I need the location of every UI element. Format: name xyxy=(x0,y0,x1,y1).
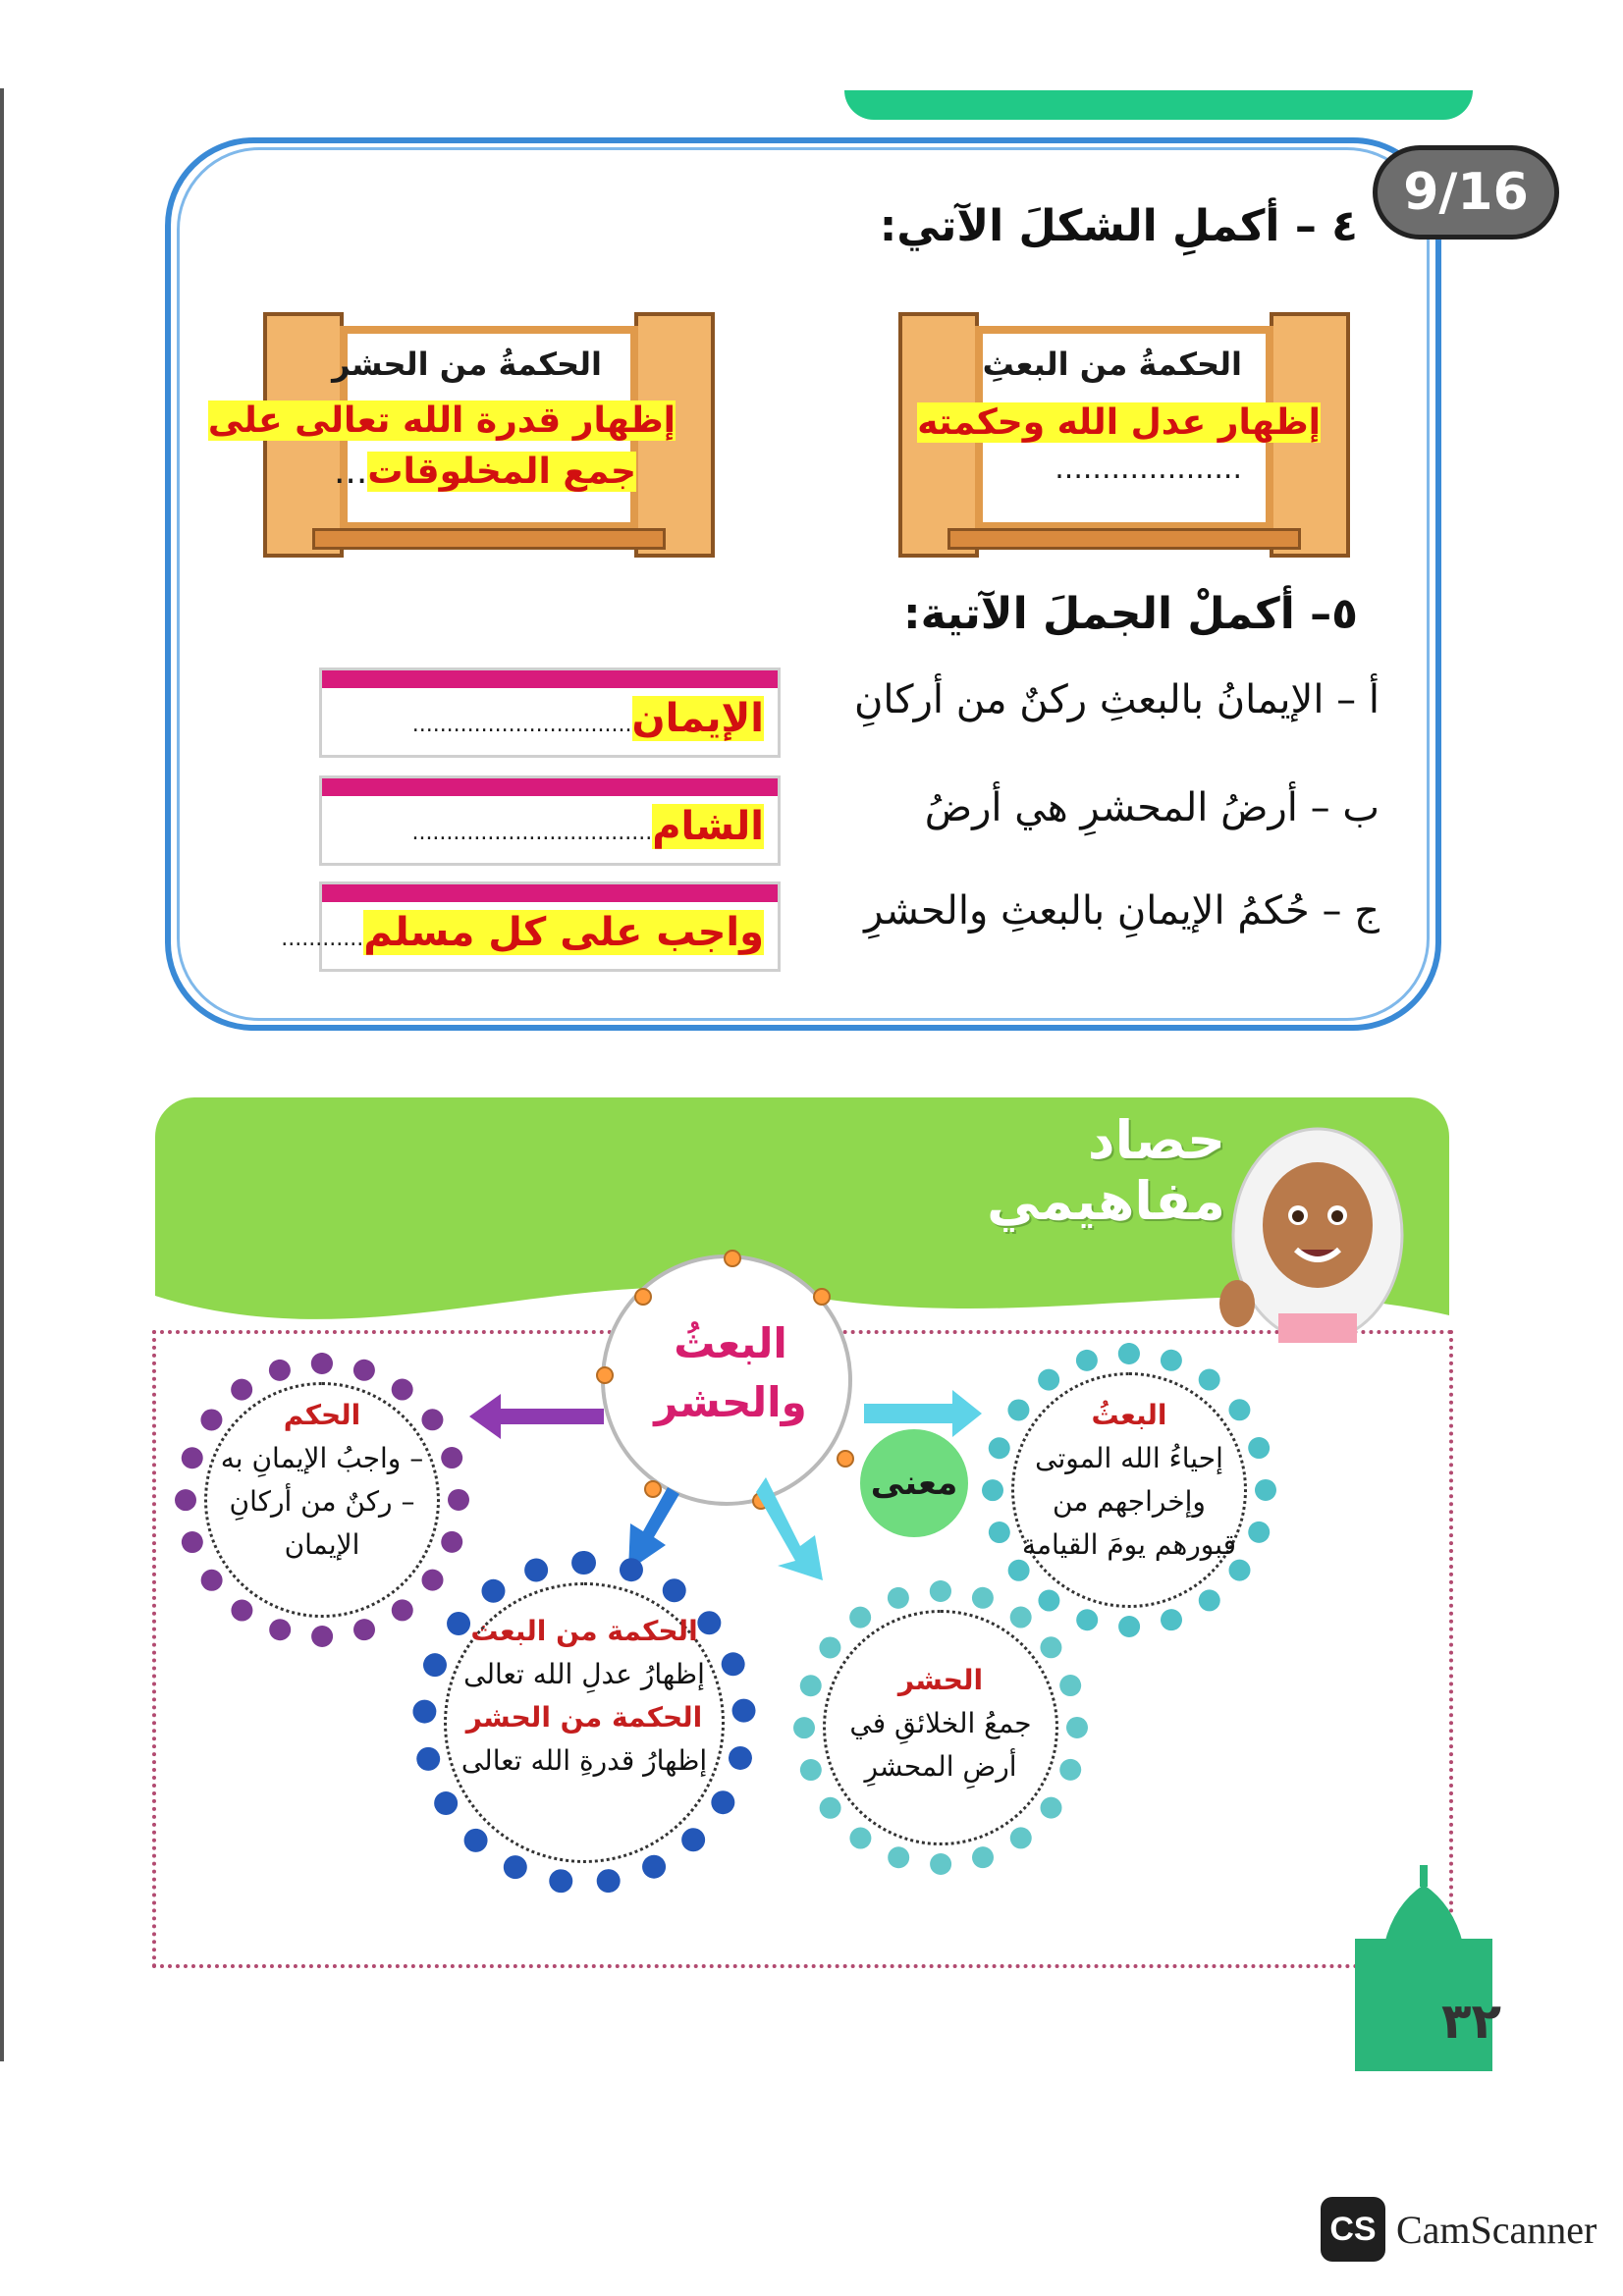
answer-text: واجب على كل مسلم xyxy=(363,910,764,955)
window-dots: ... xyxy=(333,452,368,492)
window-wisdom-gathering xyxy=(207,304,715,560)
circle-hikma-line2: إظهارُ قدرةِ الله تعالى xyxy=(460,1744,708,1777)
answer-dots: ................................ xyxy=(411,713,632,737)
arrow-left-purple xyxy=(469,1394,604,1439)
circle-hikma-title2: الحكمة من الحشر xyxy=(465,1701,703,1734)
hub-title-line1: البعثُ xyxy=(674,1319,787,1367)
hub-dot xyxy=(813,1288,831,1306)
answer-box-top-bar xyxy=(322,778,778,796)
circle-hashr-line: جمعُ الخلائقِ في xyxy=(849,1707,1032,1739)
circle-hukm-line: – واجبُ الإيمانِ به xyxy=(220,1442,424,1474)
answer-box-content xyxy=(412,696,764,741)
window-answer-line2 xyxy=(334,452,636,492)
circle-hukm-line: الإيمان xyxy=(284,1528,360,1561)
circle-ba3th-text xyxy=(1011,1394,1247,1567)
hub-title-line2: والحشر xyxy=(654,1378,807,1426)
camscanner-name: CamScanner xyxy=(1396,2208,1597,2252)
sentence-c: ج – حُكمُ الإيمانِ بالبعثِ والحشرِ xyxy=(864,888,1380,934)
camscanner-logo: CS xyxy=(1321,2197,1385,2262)
circle-hashr-line: أرضِ المحشرِ xyxy=(864,1750,1017,1783)
window-title: الحكمةُ من البعثِ xyxy=(982,346,1242,383)
circle-hikma-text xyxy=(432,1610,736,1783)
arrow-down-right-cyan xyxy=(756,1477,823,1580)
hub-dot xyxy=(724,1250,741,1267)
answer-box-c[interactable] xyxy=(281,881,781,972)
answer-text: الشام xyxy=(652,804,764,849)
concepts-title-line1: حصاد xyxy=(1087,1109,1225,1171)
answer-box-content xyxy=(281,910,764,955)
circle-hikma-line1: إظهارُ عدلِ الله تعالى xyxy=(463,1658,705,1690)
answer-box-a[interactable] xyxy=(319,667,781,758)
window-title: الحكمةُ من الحشر xyxy=(332,346,602,383)
answer-box-content xyxy=(411,804,764,849)
circle-hashr-title: الحشر xyxy=(897,1664,984,1696)
circle-hukm-text xyxy=(204,1394,440,1567)
hub-dot xyxy=(634,1288,652,1306)
question-5-label: ٥– أكملْ الجملَ الآتية: xyxy=(903,589,1358,639)
girl-mascot-icon xyxy=(1210,1117,1416,1343)
window-answer-text: جمع المخلوقات xyxy=(367,452,636,492)
circle-hukm-title: الحكم xyxy=(283,1399,361,1431)
window-wisdom-resurrection xyxy=(898,304,1350,560)
window-dots: .................... xyxy=(1055,452,1242,486)
circle-hikma-title1: الحكمة من البعث xyxy=(470,1615,698,1647)
page-number: ٣٢ xyxy=(1441,1993,1502,2050)
meaning-label: معنى xyxy=(860,1429,968,1537)
window-answer xyxy=(917,402,1321,443)
window-sill xyxy=(312,528,666,550)
circle-ba3th-line: قبورهم يومَ القيامة xyxy=(1021,1528,1237,1561)
question-4-label: ٤ – أكملِ الشكلَ الآتي: xyxy=(879,201,1358,251)
answer-box-top-bar xyxy=(322,884,778,902)
page-binding-line xyxy=(0,88,4,2061)
window-answer-text: إظهار عدل الله وحكمته xyxy=(917,402,1321,443)
circle-hukm-line: – ركنٌ من أركانِ xyxy=(229,1485,415,1518)
circle-ba3th-title: البعثُ xyxy=(1091,1399,1167,1431)
circle-hashr-text xyxy=(823,1659,1058,1789)
sentence-a: أ – الإيمانُ بالبعثِ ركنٌ من أركانِ xyxy=(853,677,1380,722)
sentence-b: ب – أرضُ المحشرِ هي أرضُ xyxy=(924,785,1380,830)
circle-ba3th-line: إحياءُ الله الموتى xyxy=(1035,1442,1223,1474)
top-green-band xyxy=(844,90,1473,120)
window-answer-line1 xyxy=(208,400,676,441)
window-answer-text: إظهار قدرة الله تعالى على xyxy=(207,400,676,441)
answer-box-b[interactable] xyxy=(319,775,781,866)
circle-ba3th-line: وإخراجهم من xyxy=(1053,1485,1206,1518)
answer-text: الإيمان xyxy=(631,696,764,741)
answer-dots: ............ xyxy=(281,927,364,951)
answer-box-top-bar xyxy=(322,670,778,688)
concepts-title-line2: مفاهيمي xyxy=(987,1170,1225,1232)
page-badge: 9/16 xyxy=(1373,145,1559,240)
window-sill xyxy=(947,528,1301,550)
answer-dots: ................................... xyxy=(411,821,653,845)
